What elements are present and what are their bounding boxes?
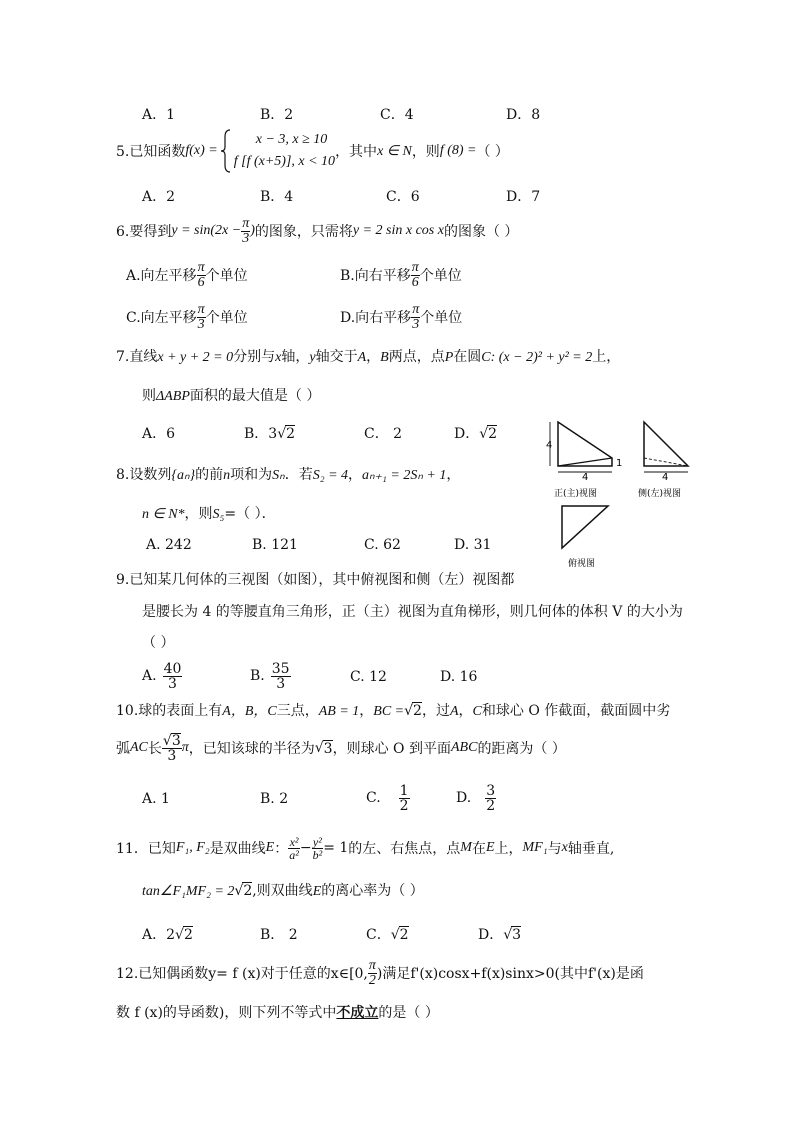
q6-expr1-frac: $\frac{\pi}{3}$	[242, 215, 250, 246]
q5-prefix: 5.已知函数	[116, 144, 186, 160]
q10-option-d: D. $\frac{3}{2}$	[456, 782, 496, 814]
q5-ask-expr: f (8) =	[439, 143, 477, 158]
front-dim-height: 4	[546, 440, 553, 451]
q6-mid: 的图象，只需将	[254, 224, 353, 240]
q5-cond: x ∈ N	[377, 143, 412, 159]
q4-option-c: C．4	[380, 107, 414, 123]
q4-option-d: D．8	[506, 107, 541, 123]
q4-option-a: A．1	[142, 107, 176, 123]
q5-option-d: D．7	[506, 189, 541, 205]
top-view	[562, 506, 608, 569]
q5-option-b: B．4	[260, 189, 294, 205]
q8-stem: 8.设数列{aₙ}的前n项和为Sₙ．若S₂ = 4，aₙ₊₁ = 2Sₙ + 1，	[116, 467, 461, 483]
q12-line2: 数 f (x)的导函数)，则下列不等式中不成立的是（ ）	[116, 1005, 439, 1021]
q6-suffix: 的图象（ ）	[443, 224, 519, 240]
three-view-figure	[544, 414, 704, 574]
q8-option-c: C. 62	[364, 537, 401, 553]
q10-option-b: B. 2	[260, 791, 289, 807]
q6-expr1-b: )	[250, 223, 255, 238]
top-view-label: 俯视图	[568, 559, 596, 569]
side-dim-width: 4	[662, 472, 669, 483]
q5-paren: （ ）	[476, 144, 509, 160]
front-view-label: 正(主)视图	[554, 489, 598, 499]
q7-option-d: D．√2	[454, 426, 498, 442]
q11-option-d: D．√3	[478, 927, 522, 943]
q10-line2: 弧 AC 长 $\frac{√3}{3}$ π ，已知该球的半径为 √ 3 ，则球心 O 到平面 ABC 的距离为（ ）	[116, 733, 566, 764]
q10-option-c: C. $\frac{1}{2}$	[366, 782, 409, 814]
q7-option-b: B．3√2	[244, 426, 296, 442]
q7-line2: 则ΔABP面积的最大值是（ ）	[142, 388, 321, 404]
q6-prefix: 6.要得到	[116, 224, 172, 240]
q7-stem: 7.直线x + y + 2 = 0分别与x轴，y轴交于A，B两点，点P在圆C: (x − 2)² + y² = 2上，	[116, 349, 621, 365]
q6-option-a: A.向左平移 $\frac{\pi}{6}$ 个单位	[126, 259, 248, 290]
q5-func: f(x) =	[185, 143, 218, 158]
q8-option-a: A. 242	[146, 537, 192, 553]
front-view	[546, 422, 622, 499]
q7-option-c: C． 2	[364, 426, 403, 442]
q6-expr2: y = 2 sin x cos x	[352, 223, 444, 238]
q5-option-c: C．6	[386, 189, 420, 205]
q6-option-d: D.向右平移 $\frac{\pi}{3}$ 个单位	[340, 301, 463, 332]
q5-stem	[116, 128, 509, 174]
q5-option-a: A．2	[142, 189, 176, 205]
front-dim-small: 1	[616, 458, 623, 469]
q9-option-a: A. $\frac{40}{3}$	[142, 660, 182, 692]
q6-option-c: C.向左平移 $\frac{\pi}{3}$ 个单位	[126, 301, 248, 332]
q4-option-b: B．2	[260, 107, 294, 123]
q11-line2: tan∠F₁MF₂ = 2√2,则双曲线E的离心率为（ ）	[142, 883, 424, 899]
q5-middle: ，其中	[335, 144, 378, 160]
q9-option-d: D. 16	[440, 669, 478, 685]
q9-line2: 是腰长为 4 的等腰直角三角形，正（主）视图为直角梯形，则几何体的体积 V 的大小为	[142, 604, 683, 620]
q9-line3: （ ）	[142, 635, 175, 651]
q6-option-b: B.向右平移 $\frac{\pi}{6}$ 个单位	[340, 259, 462, 290]
q11-option-a: A．2√2	[142, 927, 193, 943]
q5-case1: x − 3, x ≥ 10	[255, 132, 328, 147]
q9-option-b: B. $\frac{35}{3}$	[250, 660, 290, 692]
q9-option-c: C. 12	[350, 669, 387, 685]
q5-brace	[220, 129, 232, 173]
q12-emphasis: 不成立	[336, 1005, 379, 1021]
front-dim-width: 4	[582, 472, 589, 483]
q8-option-b: B. 121	[252, 537, 298, 553]
q10-option-a: A. 1	[142, 791, 170, 807]
q10-stem: 10.球的表面上有A，B，C三点，AB = 1，BC =√2，过A，C和球心 O 作截面，截面圆中劣	[116, 703, 671, 719]
q11-option-b: B． 2	[260, 927, 298, 943]
q12-line1: 12.已知偶函数y= f (x)对于任意的x∈[0, $\frac{\pi}{2}$ )满足f'(x)cosx+f(x)sinx>0(其中f'(x)是函	[116, 957, 644, 988]
side-view-label: 侧(左)视图	[638, 489, 682, 499]
q8-line2: n ∈ N*，则S₅=（ ）．	[142, 506, 276, 522]
q6-stem	[116, 214, 518, 248]
q8-option-d: D. 31	[454, 537, 492, 553]
q5-ask: ，则	[411, 144, 440, 160]
q9-line1: 9.已知某几何体的三视图（如图），其中俯视图和侧（左）视图都	[116, 572, 515, 588]
q7-option-a: A．6	[142, 426, 176, 442]
q11-stem: 11．已知 F₁, F₂ 是双曲线 E ： $\frac{\text{x²}}{\text{a²}}$ − $\frac{\text{y²}}{\text{b²}}$ = 1 的左、右焦点，点 M 在 E 上， MF₁ 与 x 轴垂直,	[116, 834, 615, 862]
q5-case2: f [f (x+5)], x < 10	[233, 154, 336, 169]
q6-expr1-a: y = sin(2x −	[171, 223, 242, 238]
q11-option-c: C．√2	[366, 927, 409, 943]
side-view	[638, 422, 688, 499]
